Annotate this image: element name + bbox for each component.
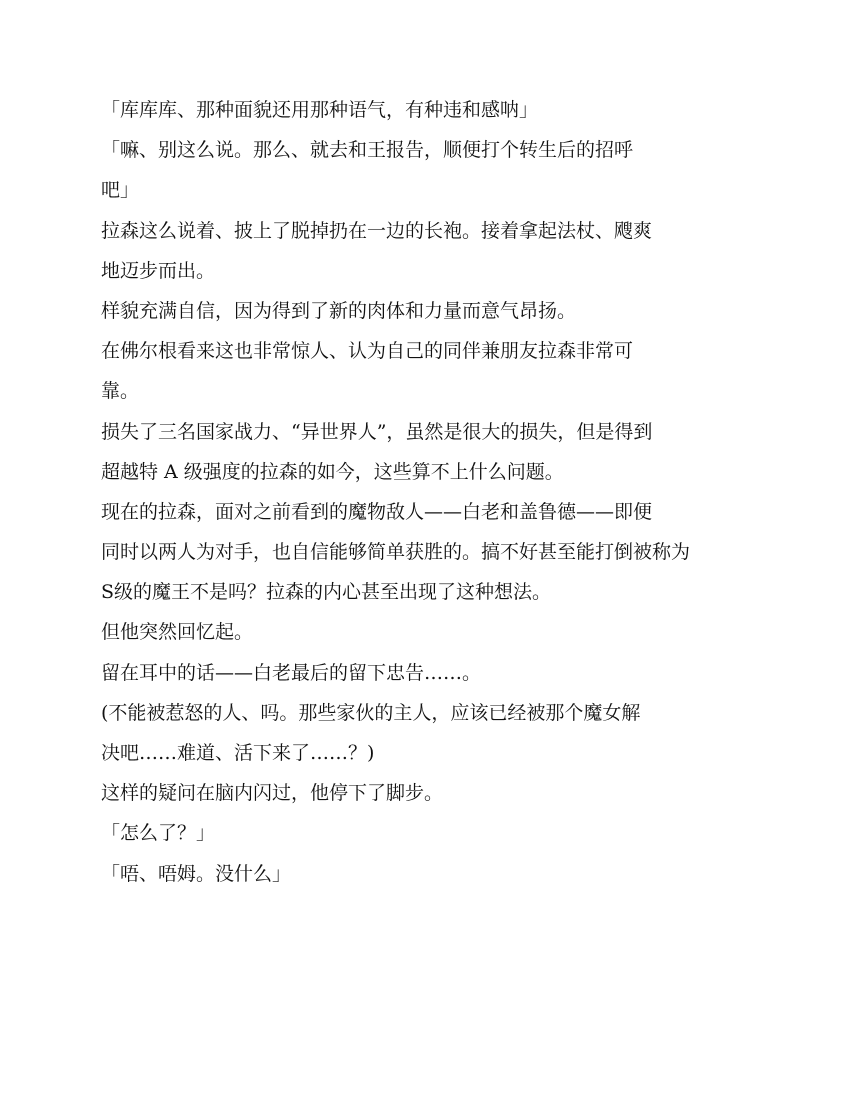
text-line-15: 留在耳中的话——白老最后的留下忠告……。 bbox=[101, 661, 482, 684]
text-line-17: 决吧……难道、活下来了……？) bbox=[101, 742, 375, 764]
text-line-12: 同时以两人为对手，也自信能够简单获胜的。搞不好甚至能打倒被称为 bbox=[101, 541, 691, 564]
text-line-20: 「唔、唔姆。没什么」 bbox=[101, 862, 292, 885]
text-line-19: 「怎么了？」 bbox=[101, 822, 216, 845]
text-line-8: 靠。 bbox=[101, 380, 140, 403]
text-line-9: 损失了三名国家战力、“异世界人”，虽然是很大的损失，但是得到 bbox=[101, 420, 653, 443]
text-line-11: 现在的拉森，面对之前看到的魔物敌人——白老和盖鲁德——即便 bbox=[101, 500, 653, 523]
text-line-10: 超越特 A 级强度的拉森的如今，这些算不上什么问题。 bbox=[101, 460, 564, 483]
text-line-4: 拉森这么说着、披上了脱掉扔在一边的长袍。接着拿起法杖、飕爽 bbox=[101, 219, 653, 242]
text-line-18: 这样的疑问在脑内闪过，他停下了脚步。 bbox=[101, 782, 444, 805]
text-line-3: 吧」 bbox=[101, 179, 140, 202]
text-line-14: 但他突然回忆起。 bbox=[101, 621, 254, 644]
text-line-13: S级的魔王不是吗？拉森的内心甚至出现了这种想法。 bbox=[101, 581, 552, 604]
text-line-6: 样貌充满自信，因为得到了新的肉体和力量而意气昂扬。 bbox=[101, 299, 577, 322]
text-line-16: (不能被惹怒的人、吗。那些家伙的主人，应该已经被那个魔女解 bbox=[101, 701, 641, 724]
text-body bbox=[101, 90, 761, 894]
text-line-7: 在佛尔根看来这也非常惊人、认为自己的同伴兼朋友拉森非常可 bbox=[101, 340, 634, 363]
text-line-2: 「嘛、别这么说。那么、就去和王报告，顺便打个转生后的招呼 bbox=[101, 139, 634, 162]
text-line-5: 地迈步而出。 bbox=[101, 259, 216, 282]
text-line-1: 「库库库、那种面貌还用那种语气，有种违和感呐」 bbox=[101, 99, 539, 121]
